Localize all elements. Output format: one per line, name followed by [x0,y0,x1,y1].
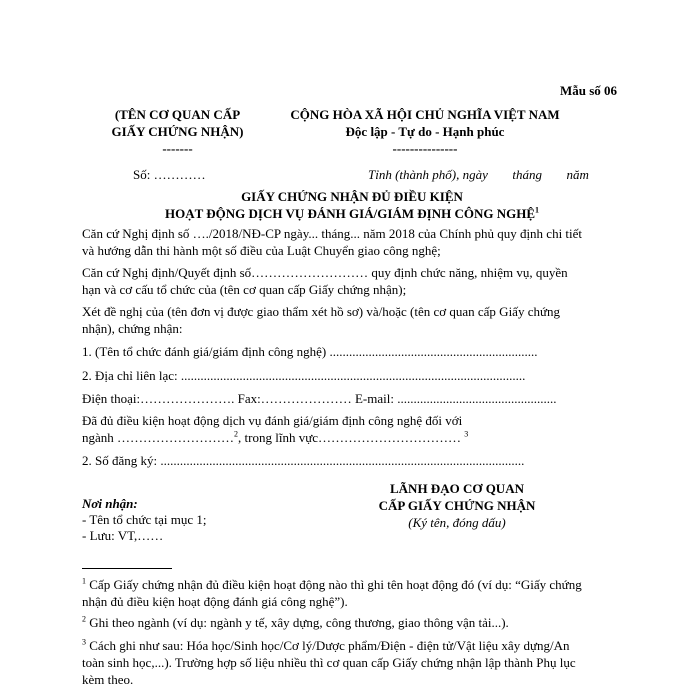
paragraph-eligibility [82,412,622,446]
signature-note: (Ký tên, đóng dấu) [408,515,506,530]
nation-line2: Độc lập - Tự do - Hạnh phúc [345,124,505,139]
title-line1: GIẤY CHỨNG NHẬN ĐỦ ĐIỀU KIỆN [241,189,463,204]
p4-line2 [82,429,622,446]
title-line2 [82,205,622,222]
place-date-year: năm [566,167,589,182]
footnote-1-line1: Cấp Giấy chứng nhận đủ điều kiện hoạt động nào thì ghi tên hoạt động đó (ví dụ: “Giấy chứng [86,577,582,592]
title-footnote-ref: 1 [535,205,540,215]
footnote-3-line1: Cách ghi như sau: Hóa học/Sinh học/Cơ lý/Dược phẩm/Điện - điện tử/Vật liệu xây dựng/An [86,638,570,653]
footnote-ref-2: 2 [234,429,239,439]
agency-line2: GIẤY CHỨNG NHẬN) [111,124,244,139]
paragraph-legal-basis-1 [82,225,622,259]
footnote-separator [82,568,172,569]
place-date-place: Tỉnh (thành phố), ngày [368,167,488,182]
p4-industry: ngành ……………………… [82,430,235,445]
recipient-2: - Lưu: VT,…… [82,528,164,543]
p3-line1: Xét đề nghị của (tên đơn vị được giao thẩm xét hồ sơ) và/hoặc (tên cơ quan cấp Giấy chứng [82,304,561,319]
footnote-1 [82,576,582,610]
footnote-2 [82,614,509,631]
document-number: Số: ………… [133,167,206,182]
item-address: 2. Địa chỉ liên lạc: .......................................................................................................... [82,368,526,383]
p3-line2: nhận), chứng nhận: [82,321,183,336]
place-date-month: tháng [512,167,543,182]
paragraph-legal-basis-2 [82,264,622,298]
p4-line1: Đã đủ điều kiện hoạt động dịch vụ đánh giá/giám định công nghệ đối với [82,413,463,428]
item-contact: Điện thoại:…………………. Fax:………………… E-mail: ................................................. [82,391,557,406]
paragraph-proposal [82,303,622,337]
agency-dashes: ------- [162,141,193,156]
place-date [368,167,589,183]
item-registration-number: 2. Số đăng ký: ................................................................................................................ [82,453,525,468]
p2-line1: Căn cứ Nghị định/Quyết định số……………………… quy định chức năng, nhiệm vụ, quyền [82,265,568,280]
agency-line1: (TÊN CƠ QUAN CẤP [114,107,241,122]
signature-line2: CẤP GIẤY CHỨNG NHẬN [378,498,536,513]
p1-line1: Căn cứ Nghị định số …./2018/NĐ-CP ngày... tháng... năm 2018 của Chính phủ quy định chi tiết [82,226,583,241]
footnote-1-number: 1 [82,576,86,586]
nation-line1: CỘNG HÒA XÃ HỘI CHỦ NGHĨA VIỆT NAM [290,107,560,122]
footnote-2-line1: Ghi theo ngành (ví dụ: ngành y tế, xây dựng, công thương, giao thông vận tải...). [86,615,509,630]
footnote-2-number: 2 [82,614,86,624]
signature-line1: LÃNH ĐẠO CƠ QUAN [390,481,524,496]
p4-field: , trong lĩnh vực…………………………… [238,430,462,445]
footnote-3-number: 3 [82,637,86,647]
agency-header [95,106,260,157]
recipient-1: - Tên tổ chức tại mục 1; [82,512,207,527]
footnote-ref-3: 3 [464,429,469,439]
footnote-3-line3: kèm theo. [82,672,134,687]
recipients-block [82,496,207,544]
recipients-title: Nơi nhận: [82,496,138,511]
footnote-3-line2: toàn sinh học,...). Trường hợp số liệu nhiều thì cơ quan cấp Giấy chứng nhận lập thành Phụ lục [82,655,576,670]
p1-line2: và hướng dẫn thi hành một số điều của Luật Chuyển giao công nghệ; [82,243,441,258]
nation-dashes: --------------- [392,141,458,156]
form-number: Mẫu số 06 [560,83,618,98]
signature-block [352,480,562,531]
p2-line2: hạn và cơ cấu tổ chức của (tên cơ quan cấp Giấy chứng nhận); [82,282,407,297]
footnote-3 [82,637,576,688]
nation-header [270,106,580,157]
item-organization-name: 1. (Tên tổ chức đánh giá/giám định công nghệ) ................................................................ [82,344,538,359]
footnote-1-line2: nhận đủ điều kiện hoạt động đánh giá công nghệ”). [82,594,348,609]
title-line2-text: HOẠT ĐỘNG DỊCH VỤ ĐÁNH GIÁ/GIÁM ĐỊNH CÔNG NGHỆ [164,206,536,221]
document-title [82,188,622,222]
